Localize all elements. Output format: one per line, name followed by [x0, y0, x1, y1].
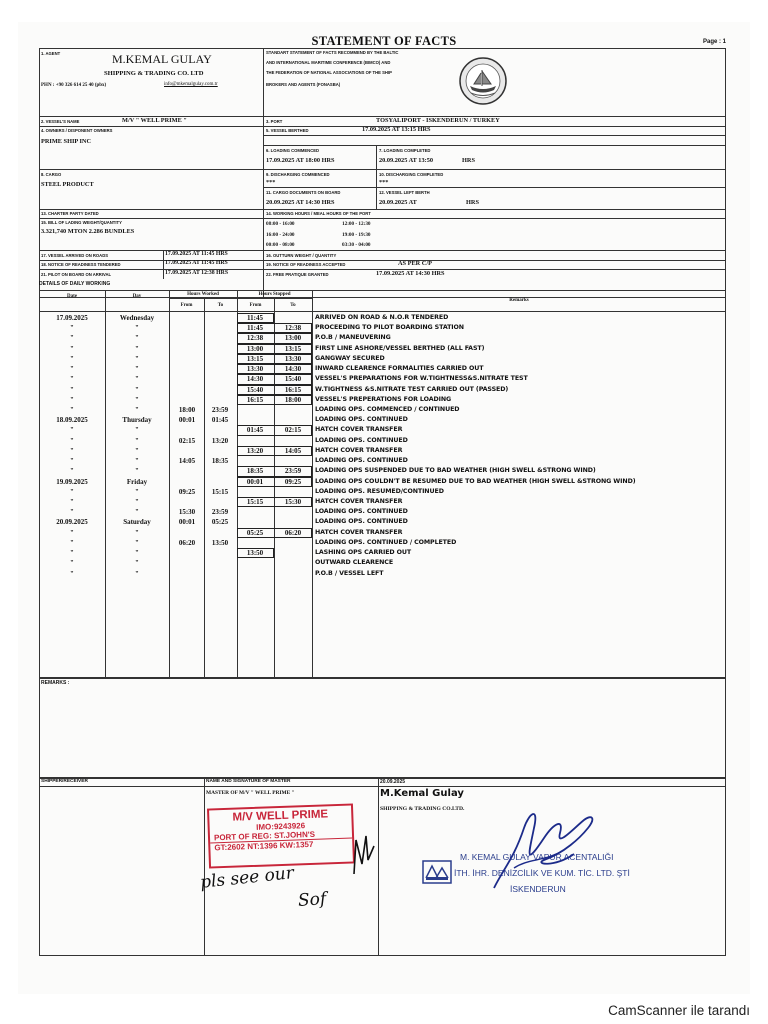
pratique-label: 22. FREE PRATIQUE GRANTED	[266, 272, 329, 277]
table-row	[39, 425, 726, 435]
table-row	[39, 477, 726, 487]
bl-label: 15. BILL OF LADING WEIGHT/QUANTITY	[41, 220, 122, 225]
vline	[163, 250, 164, 279]
row-worked-from: 18:00	[178, 405, 196, 414]
outturn-label: 16. OUTTURN WEIGHT / QUANTITY	[266, 253, 337, 258]
row-stopped-from: 13:00	[246, 344, 264, 353]
berthed-value: 17.09.2025 AT 13:15 HRS	[362, 126, 431, 133]
row-remark: LOADING OPS. CONTINUED	[315, 518, 408, 526]
row-stopped-from: 13:20	[246, 446, 264, 455]
row-day: "	[135, 405, 139, 414]
row-date: "	[70, 375, 74, 384]
row-day: Saturday	[123, 518, 151, 527]
hline	[39, 260, 726, 261]
row-day: "	[135, 538, 139, 547]
row-stopped-from: 15:15	[246, 497, 264, 506]
row-remark: LASHING OPS CARRIED OUT	[315, 549, 412, 557]
row-stopped-to: 15:30	[284, 497, 302, 506]
camscanner-watermark: CamScanner ile tarandı	[608, 1003, 750, 1018]
signature-grid	[39, 778, 726, 956]
row-date: "	[70, 385, 74, 394]
row-remark: VESSEL'S PREPERATIONS FOR LOADING	[315, 395, 452, 403]
row-remark: P.O.B / MANEUVERING	[315, 334, 391, 342]
row-stopped-to: 09:25	[284, 477, 302, 486]
row-stopped-to: 06:20	[284, 528, 302, 537]
row-day: "	[135, 569, 139, 578]
agent-signature-icon	[484, 798, 604, 898]
working-hours-shift: 00:00 - 08:00	[266, 242, 295, 248]
working-hours-label: 14. WORKING HOURS / MEAL HOURS OF THE PORT	[266, 211, 371, 216]
row-day: "	[135, 395, 139, 404]
row-date: "	[70, 426, 74, 435]
agency-stamp-line: İTH. İHR. DENİZCİLİK VE KUM. TİC. LTD. ŞTİ	[454, 868, 630, 878]
berthed-label: 5. VESSEL BERTHED	[266, 128, 309, 133]
row-day: "	[135, 334, 139, 343]
vessel-label: 2. VESSEL'S NAME	[41, 119, 80, 124]
working-hours-meal: 03:30 - 04:00	[342, 242, 371, 248]
row-day: "	[135, 457, 139, 466]
row-date: "	[70, 405, 74, 414]
row-remark: GANGWAY SECURED	[315, 354, 385, 362]
signature-date: 20.09.2025	[380, 779, 406, 785]
left-berth-value: 20.09.2025 AT	[379, 199, 417, 206]
pilot-label: 21. PILOT ON BOARD ON ARRIVAL	[41, 272, 112, 277]
daily-section-label: DETAILS OF DAILY WORKING	[39, 281, 111, 287]
agent-email-link[interactable]: info@mkemalgulay.com.tr	[164, 82, 218, 87]
stopped-time-box	[237, 528, 312, 538]
row-remark: HATCH COVER TRANSFER	[315, 446, 403, 454]
row-date: "	[70, 436, 74, 445]
agent-company: SHIPPING & TRADING CO. LTD	[104, 70, 204, 77]
hline	[39, 250, 726, 251]
row-remark: LOADING OPS. RESUMED/CONTINUED	[315, 487, 444, 495]
row-remark: FIRST LINE ASHORE/VESSEL BERTHED (ALL FAST)	[315, 344, 485, 352]
row-remark: W.TIGHTNESS &S.NITRATE TEST CARRIED OUT (PASSED)	[315, 385, 509, 393]
nor-tendered-label: 18. NOTICE OF READINESS TENDERED	[41, 262, 121, 267]
row-day: "	[135, 446, 139, 455]
table-row	[39, 538, 726, 548]
row-stopped-to: 12:38	[284, 324, 302, 333]
row-stopped-to: 13:15	[284, 344, 302, 353]
row-worked-from: 06:20	[178, 538, 196, 547]
row-day: "	[135, 559, 139, 568]
row-worked-from: 00:01	[178, 518, 196, 527]
loading-commenced-label: 6. LOADING COMMENCED	[266, 148, 320, 153]
table-row	[39, 374, 726, 384]
row-stopped-to: 14:30	[284, 365, 302, 374]
cargo-docs-label: 11. CARGO DOCUMENTS ON BOARD	[266, 190, 341, 195]
arrived-label: 17. VESSEL ARRIVED ON ROADS	[41, 253, 109, 258]
row-remark: INWARD CLEARENCE FORMALITIES CARRIED OUT	[315, 365, 484, 373]
row-date: "	[70, 549, 74, 558]
table-row	[39, 507, 726, 517]
working-hours-meal: 12:00 - 12:30	[342, 221, 371, 227]
working-hours-shift: 16:00 - 24:00	[266, 232, 295, 238]
table-row	[39, 436, 726, 446]
row-stopped-from: 00:01	[246, 477, 264, 486]
col-date: Date	[67, 294, 77, 299]
discharging-commenced-value: ***	[266, 179, 276, 186]
row-day: "	[135, 354, 139, 363]
row-day: Friday	[126, 477, 148, 486]
discharging-commenced-label: 9. DISCHARGING COMMENCED	[266, 172, 330, 177]
col-stopped-to: To	[290, 303, 296, 308]
table-row	[39, 446, 726, 456]
stopped-time-box	[237, 344, 312, 354]
standard-line: AND INTERNATIONAL MARITIME CONFERENCE (BIMCO) AND	[266, 60, 391, 65]
loading-completed-value: 20.09.2025 AT 13:50	[379, 157, 433, 164]
col-hours-worked: Hours Worked	[187, 292, 219, 297]
pratique-value: 17.09.2025 AT 14:30 HRS	[376, 270, 445, 277]
arrived-value: 17.09.2025 AT 11:45 HRS	[165, 251, 228, 257]
discharging-completed-value: ***	[379, 179, 389, 186]
agent-signature-name: M.Kemal Gulay	[380, 788, 464, 799]
table-row	[39, 354, 726, 364]
hline	[263, 145, 726, 146]
stopped-time-box	[237, 446, 312, 456]
table-row	[39, 313, 726, 323]
stamp-name: M/V WELL PRIME	[232, 808, 329, 824]
table-row	[39, 405, 726, 415]
nor-accepted-value: AS PER C/P	[398, 260, 432, 267]
statement-of-facts-page	[18, 22, 750, 994]
row-stopped-from: 13:30	[246, 365, 264, 374]
master-text: MASTER OF M/V " WELL PRIME "	[206, 790, 295, 796]
row-remark: LOADING OPS. CONTINUED	[315, 508, 408, 516]
row-date: 18.09.2025	[56, 416, 88, 425]
loading-completed-label: 7. LOADING COMPLETED	[379, 148, 431, 153]
row-remark: LOADING OPS. CONTINUED / COMPLETED	[315, 538, 457, 546]
row-worked-to: 05:25	[211, 518, 229, 527]
agent-signature-company: SHIPPING & TRADING CO.LTD.	[380, 806, 465, 812]
stopped-time-box	[237, 425, 312, 435]
row-stopped-to: 15:40	[284, 375, 302, 384]
col-day: Day	[132, 294, 142, 299]
row-worked-from: 00:01	[178, 416, 196, 425]
row-day: "	[135, 324, 139, 333]
table-row	[39, 456, 726, 466]
row-date: "	[70, 446, 74, 455]
row-date: "	[70, 344, 74, 353]
row-date: "	[70, 354, 74, 363]
agency-stamp-line: M. KEMAL GULAY VAPUR ACENTALIĞI	[460, 852, 614, 862]
row-stopped-from: 16:15	[246, 395, 264, 404]
row-day: "	[135, 528, 139, 537]
row-date: "	[70, 508, 74, 517]
row-day: "	[135, 467, 139, 476]
row-remark: LOADING OPS. CONTINUED	[315, 457, 408, 465]
hline	[39, 786, 726, 787]
stopped-time-box	[237, 374, 312, 384]
row-date: "	[70, 528, 74, 537]
col-worked-to: To	[217, 303, 224, 308]
row-worked-to: 13:20	[211, 436, 229, 445]
table-row	[39, 415, 726, 425]
port-label: 3. PORT	[266, 119, 283, 124]
agency-logo-icon	[422, 860, 452, 884]
row-date: "	[70, 395, 74, 404]
hline	[169, 298, 312, 299]
page-number: Page : 1	[702, 39, 726, 45]
row-remark: HATCH COVER TRANSFER	[315, 528, 403, 536]
row-date: 17.09.2025	[56, 314, 88, 322]
row-day: "	[135, 385, 139, 394]
standard-line: STANDART STATEMENT OF FACTS RECOMMEND BY THE BALTIC	[266, 50, 399, 55]
row-day: Wednesday	[119, 314, 155, 322]
row-worked-to: 15:15	[211, 487, 229, 496]
stamp-imo: IMO:9243926	[256, 821, 306, 832]
row-day: "	[135, 344, 139, 353]
col-worked-from: From	[180, 303, 193, 308]
row-stopped-from: 12:38	[246, 334, 264, 343]
table-row	[39, 395, 726, 405]
master-signature-icon	[348, 830, 378, 880]
handwritten-note: Sof	[297, 889, 327, 911]
stopped-time-box	[237, 313, 274, 323]
row-date: "	[70, 324, 74, 333]
agent-name: M.KEMAL GULAY	[112, 52, 212, 66]
nor-accepted-label: 19. NOTICE OF READINESS ACCEPTED	[266, 262, 346, 267]
nor-tendered-value: 17.09.2025 AT 11:45 HRS	[165, 260, 228, 266]
table-row	[39, 344, 726, 354]
stamp-port: PORT OF REG: ST.JOHN'S	[213, 829, 316, 843]
row-stopped-from: 18:35	[246, 467, 264, 476]
table-row	[39, 548, 726, 558]
row-date: "	[70, 365, 74, 374]
row-stopped-from: 14:30	[246, 375, 264, 384]
row-day: "	[135, 365, 139, 374]
vessel-name: M/V " WELL PRIME "	[122, 117, 187, 124]
table-row	[39, 497, 726, 507]
row-day: "	[135, 487, 139, 496]
stopped-time-box	[237, 466, 312, 476]
stopped-time-box	[237, 364, 312, 374]
row-remark: OUTWARD CLEARENCE	[315, 559, 394, 567]
stamp-tonnage: GT:2602 NT:1396 KW:1357	[210, 838, 352, 853]
bl-value: 3.321,740 MTON 2.286 BUNDLES	[41, 228, 135, 235]
row-worked-to: 23:59	[211, 508, 229, 517]
table-row	[39, 528, 726, 538]
row-remark: HATCH COVER TRANSFER	[315, 426, 403, 434]
working-hours-shift: 08:00 - 16:00	[266, 221, 295, 227]
row-day: Thursday	[122, 416, 152, 425]
hline	[263, 135, 726, 136]
vline	[378, 778, 379, 956]
owners-value: PRIME SHIP INC	[41, 138, 92, 145]
document-title: STATEMENT OF FACTS	[311, 34, 457, 48]
table-row	[39, 333, 726, 343]
master-label: NAME AND SIGNATURE OF MASTER	[206, 779, 291, 784]
stopped-time-box	[237, 497, 312, 507]
charter-label: 13. CHARTER PARTY DATED	[41, 211, 99, 216]
row-date: 20.09.2025	[56, 518, 88, 527]
table-row	[39, 466, 726, 476]
row-remark: LOADING OPS. CONTINUED	[315, 436, 408, 444]
stopped-time-box	[237, 395, 312, 405]
shipper-label: SHIPPER/RECEIVER	[41, 779, 88, 784]
table-row	[39, 323, 726, 333]
row-worked-from: 14:05	[178, 457, 196, 466]
row-worked-from: 02:15	[178, 436, 196, 445]
vline	[376, 145, 377, 209]
row-stopped-from: 01:45	[246, 426, 264, 435]
standard-line: BROKERS AND AGENTS (FONASBA)	[266, 82, 341, 87]
row-remark: VESSEL'S PREPARATIONS FOR W.TIGHTNESS&S.NITRATE TEST	[315, 375, 528, 383]
row-worked-from: 09:25	[178, 487, 196, 496]
port-value: TOSYALIPORT - ISKENDERUN / TURKEY	[376, 117, 500, 124]
cargo-docs-value: 20.09.2025 AT 14:30 HRS	[266, 199, 335, 206]
row-remark: LOADING OPS. CONTINUED	[315, 416, 408, 424]
loading-completed-unit: HRS	[462, 157, 475, 164]
hline	[39, 209, 726, 210]
row-stopped-to: 02:15	[284, 426, 302, 435]
row-day: "	[135, 426, 139, 435]
row-date: "	[70, 559, 74, 568]
row-remark: ARRIVED ON ROAD & N.O.R TENDERED	[315, 314, 449, 321]
col-hours-stopped: Hours Stopped	[258, 292, 291, 297]
row-stopped-to: 16:15	[284, 385, 302, 394]
row-remark: LOADING OPS COULDN'T BE RESUMED DUE TO BAD WEATHER (HIGH SWELL &STRONG WIND)	[315, 477, 636, 485]
col-remarks: Remarks	[509, 298, 529, 303]
row-date: "	[70, 497, 74, 506]
row-worked-to: 18:35	[211, 457, 229, 466]
stopped-time-box	[237, 354, 312, 364]
row-stopped-to: 13:00	[284, 334, 302, 343]
table-row	[39, 569, 726, 579]
cargo-value: STEEL PRODUCT	[41, 181, 94, 188]
left-berth-label: 12. VESSEL LEFT BERTH	[379, 190, 430, 195]
stopped-time-box	[237, 323, 312, 333]
row-day: "	[135, 375, 139, 384]
stopped-time-box	[237, 548, 274, 558]
table-row	[39, 558, 726, 568]
row-worked-to: 01:45	[211, 416, 229, 425]
discharging-completed-label: 10. DISCHARGING COMPLETED	[379, 172, 444, 177]
row-remark: PROCEEDING TO PILOT BOARDING STATION	[315, 324, 464, 332]
row-worked-to: 13:50	[211, 538, 229, 547]
remarks-box	[39, 678, 726, 778]
table-row	[39, 385, 726, 395]
cargo-label: 8. CARGO	[41, 172, 62, 177]
federation-emblem-icon	[458, 56, 508, 106]
row-date: 19.09.2025	[56, 477, 88, 486]
row-date: "	[70, 334, 74, 343]
row-stopped-to: 14:05	[284, 446, 302, 455]
row-stopped-to: 18:00	[284, 395, 302, 404]
hline	[263, 187, 726, 188]
row-day: "	[135, 497, 139, 506]
stopped-time-box	[237, 333, 312, 343]
stopped-time-box	[237, 477, 312, 487]
loading-commenced-value: 17.09.2025 AT 18:00 HRS	[266, 157, 335, 164]
row-date: "	[70, 569, 74, 578]
row-stopped-from: 13:50	[246, 549, 264, 558]
row-remark: LOADING OPS SUSPENDED DUE TO BAD WEATHER (HIGH SWELL &STRONG WIND)	[315, 467, 596, 475]
remarks-label: REMARKS :	[41, 680, 70, 686]
row-stopped-from: 13:15	[246, 354, 264, 363]
vline	[204, 778, 205, 956]
row-worked-from: 15:30	[178, 508, 196, 517]
row-stopped-from: 05:25	[246, 528, 264, 537]
agency-stamp-line: İSKENDERUN	[510, 884, 566, 894]
stopped-time-box	[237, 385, 312, 395]
owners-label: 4. OWNERS / DISPONENT OWNERS	[41, 128, 113, 133]
agent-label: 1. AGENT	[41, 51, 61, 56]
row-day: "	[135, 436, 139, 445]
row-remark: HATCH COVER TRANSFER	[315, 497, 403, 505]
handwritten-note: pls see our	[199, 863, 295, 893]
row-remark: LOADING OPS. COMMENCED / CONTINUED	[315, 405, 460, 413]
standard-line: THE FEDERATION OF NATIONAL ASSOCIATIONS OF THE SHIP	[266, 70, 392, 75]
vessel-stamp	[207, 803, 355, 868]
row-worked-to: 23:59	[211, 405, 229, 414]
row-stopped-to: 23:59	[284, 467, 302, 476]
pilot-value: 17.09.2025 AT 12:38 HRS	[165, 270, 229, 276]
row-date: "	[70, 487, 74, 496]
row-date: "	[70, 538, 74, 547]
row-stopped-from: 11:45	[247, 314, 263, 322]
row-stopped-to: 13:30	[284, 354, 302, 363]
col-stopped-from: From	[249, 303, 262, 308]
row-date: "	[70, 457, 74, 466]
working-hours-meal: 19:00 - 19:30	[342, 232, 371, 238]
table-row	[39, 487, 726, 497]
table-row	[39, 364, 726, 374]
row-date: "	[70, 467, 74, 476]
row-stopped-from: 11:45	[247, 324, 263, 333]
agent-phone: PHN : +90 326 614 25 40 (pbx)	[41, 83, 107, 88]
table-row	[39, 517, 726, 527]
hline	[39, 169, 726, 170]
row-stopped-from: 15:40	[246, 385, 264, 394]
row-remark: P.O.B / VESSEL LEFT	[315, 569, 384, 577]
row-day: "	[135, 549, 139, 558]
hline	[39, 218, 726, 219]
hline	[39, 311, 726, 312]
left-berth-unit: HRS	[466, 199, 479, 206]
row-day: "	[135, 508, 139, 517]
